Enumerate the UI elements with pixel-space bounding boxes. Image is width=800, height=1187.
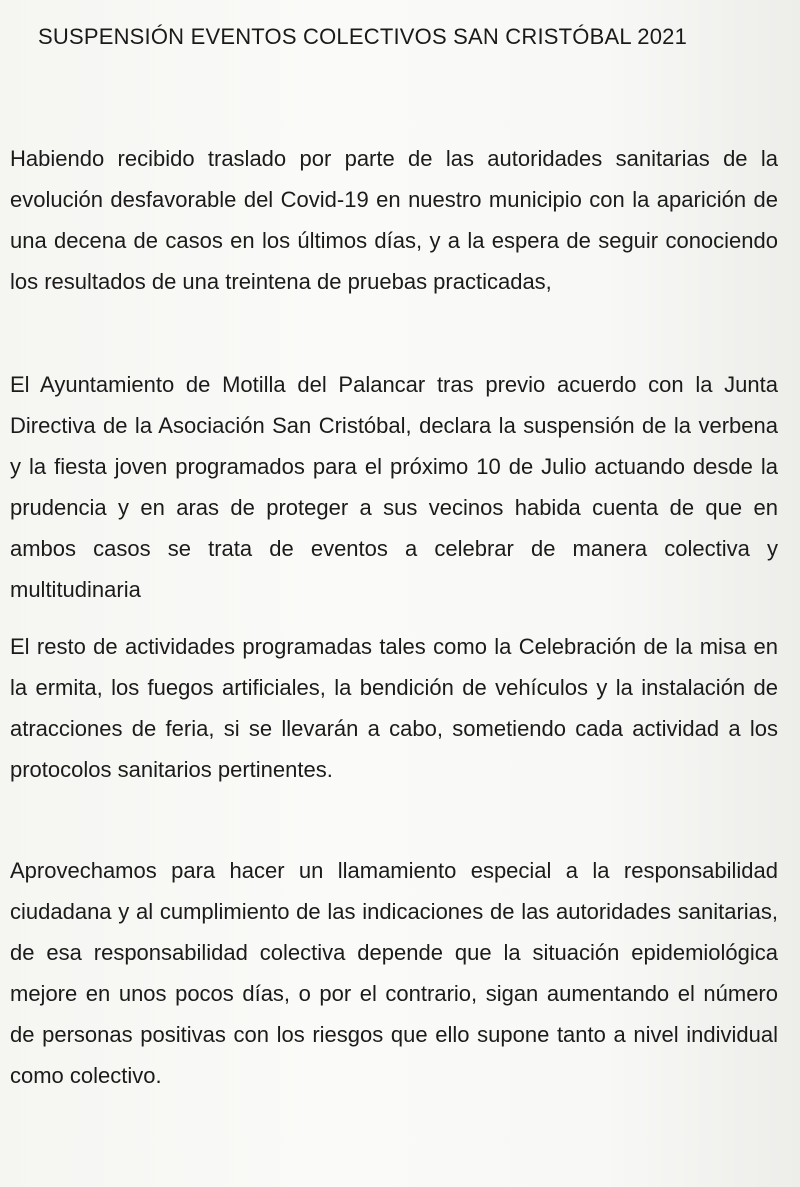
paragraph-remaining-activities: El resto de actividades programadas tales como la Celebración de la misa en la ermita, los fuegos artificiales, la bendición de vehículos y la instalación de atracciones de feria, si se llevarán a cabo, sometiendo cada actividad a los protocolos sanitarios pertinentes.	[10, 634, 778, 782]
paragraph-covid-situation: Habiendo recibido traslado por parte de las autoridades sanitarias de la evolución desfavorable del Covid-19 en nuestro municipio con la aparición de una decena de casos en los últimos días, y a la espera de seguir conociendo los resultados de una treintena de pruebas practicadas,	[10, 146, 778, 294]
paragraph-suspension-announcement: El Ayuntamiento de Motilla del Palancar tras previo acuerdo con la Junta Directiva de la Asociación San Cristóbal, declara la suspensión de la verbena y la fiesta joven programados para el próximo 10 de Julio actuando desde la prudencia y en aras de proteger a sus vecinos habida cuenta de que en ambos casos se trata de eventos a celebrar de manera colectiva y multitudinaria	[10, 372, 778, 602]
paragraph-responsibility-call: Aprovechamos para hacer un llamamiento especial a la responsabilidad ciudadana y al cumplimiento de las indicaciones de las autoridades sanitarias, de esa responsabilidad colectiva depende que la situación epidemiológica mejore en unos pocos días, o por el contrario, sigan aumentando el número de personas positivas con los riesgos que ello supone tanto a nivel individual como colectivo.	[10, 858, 778, 1088]
document-title: SUSPENSIÓN EVENTOS COLECTIVOS SAN CRISTÓBAL 2021	[38, 24, 688, 49]
